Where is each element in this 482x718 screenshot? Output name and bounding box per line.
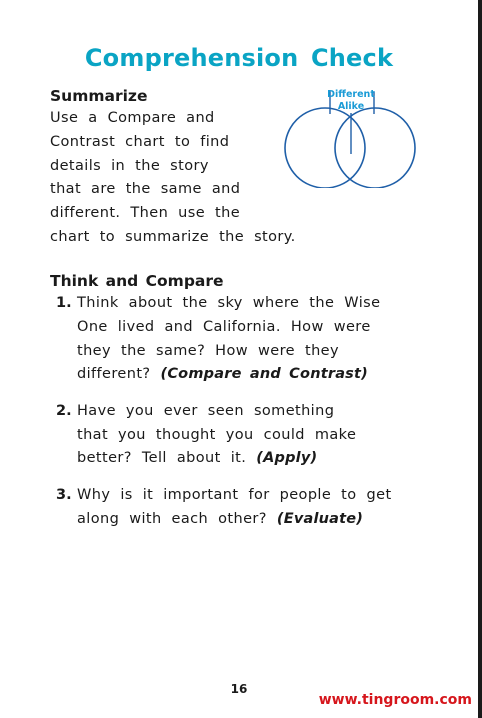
summarize-line: chart to summarize the story.: [50, 229, 296, 245]
question-skill-tag: (Compare and Contrast): [160, 366, 368, 382]
venn-left-circle: [285, 108, 365, 188]
question-text: along with each other?: [77, 511, 267, 527]
venn-diagram: [280, 86, 422, 188]
alike-label: Alike: [337, 101, 365, 112]
venn-right-circle: [335, 108, 415, 188]
page-edge-rule: [478, 0, 482, 718]
question-line-with-tag: [77, 366, 368, 382]
summarize-line: different. Then use the: [50, 205, 241, 221]
question-skill-tag: (Apply): [256, 450, 318, 466]
question-line: Have you ever seen something: [77, 403, 335, 419]
question-line: Why is it important for people to get: [77, 487, 392, 503]
summarize-line: Contrast chart to find: [50, 134, 230, 150]
question-line: they the same? How were they: [77, 343, 339, 359]
different-label: Different: [327, 89, 375, 100]
question-skill-tag: (Evaluate): [276, 511, 364, 527]
summarize-line: Use a Compare and: [50, 110, 215, 126]
watermark-link[interactable]: www.tingroom.com: [318, 692, 472, 708]
question-line-with-tag: [77, 450, 317, 466]
question-number: 3.: [56, 487, 72, 503]
question-text: different?: [77, 366, 151, 382]
question-text: better? Tell about it.: [77, 450, 247, 466]
summarize-heading: Summarize: [50, 87, 148, 105]
summarize-line: details in the story: [50, 158, 209, 174]
page-title: Comprehension Check: [84, 44, 394, 72]
summarize-line: that are the same and: [50, 181, 241, 197]
question-line: One lived and California. How were: [77, 319, 371, 335]
question-number: 2.: [56, 403, 72, 419]
question-line-with-tag: [77, 511, 363, 527]
page-number: 16: [230, 682, 248, 696]
question-line: that you thought you could make: [77, 427, 357, 443]
question-line: Think about the sky where the Wise: [77, 295, 381, 311]
think-compare-heading: Think and Compare: [50, 272, 224, 290]
question-number: 1.: [56, 295, 72, 311]
